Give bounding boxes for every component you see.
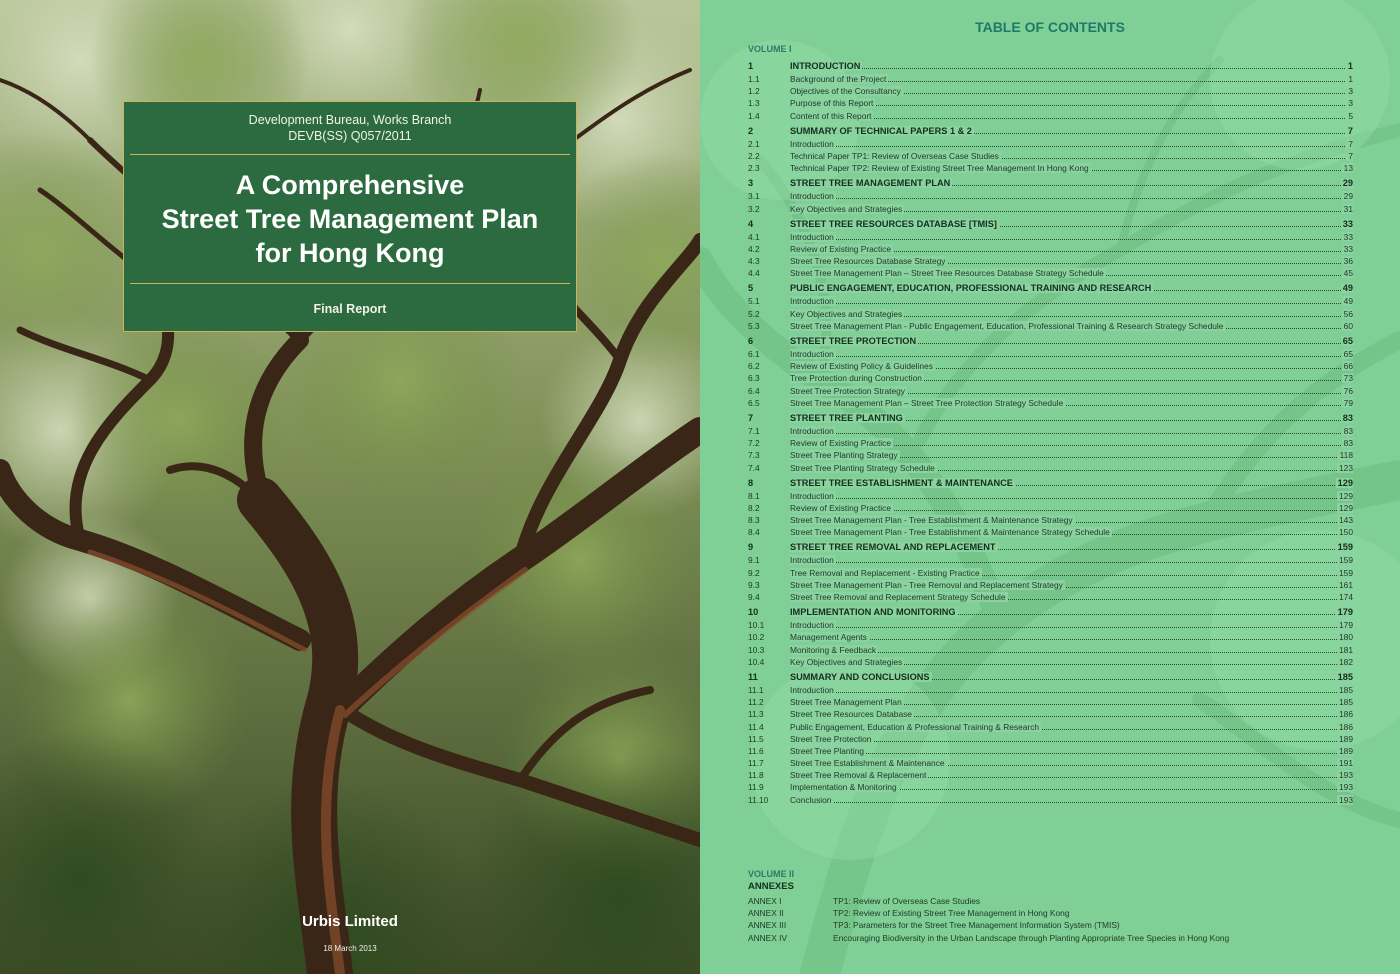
toc-entry-page: 5 <box>1348 110 1353 121</box>
leader-dots <box>790 303 1353 304</box>
toc-entry-page: 129 <box>1337 477 1353 488</box>
toc-entry-title: Public Engagement, Education & Professional Training & Research <box>790 721 1040 732</box>
toc-entry-number: 11.5 <box>748 733 764 744</box>
toc-entry-page: 182 <box>1339 656 1353 667</box>
toc-entry-number: 2 <box>748 125 754 136</box>
toc-section-row[interactable] <box>748 409 1353 425</box>
toc-entry-title: Review of Existing Practice <box>790 502 892 513</box>
toc-entry-row[interactable] <box>748 73 1353 85</box>
toc-entry-title: Street Tree Management Plan - Tree Removal and Replacement Strategy <box>790 579 1063 590</box>
toc-entry-title: Introduction <box>790 231 834 242</box>
toc-entry-title: Introduction <box>790 296 834 307</box>
toc-entry-page: 13 <box>1343 163 1353 174</box>
toc-section-row[interactable] <box>748 215 1353 231</box>
toc-entry-row[interactable] <box>748 490 1353 502</box>
toc-entry-title: Street Tree Management Plan - Public Engagement, Education, Professional Training & Research Strategy Schedule <box>790 320 1224 331</box>
annex-row[interactable] <box>748 895 1353 907</box>
leader-dots <box>790 562 1353 563</box>
toc-entry-page: 189 <box>1339 745 1353 756</box>
toc-entry-row[interactable] <box>748 97 1353 109</box>
toc-section-row[interactable] <box>748 668 1353 684</box>
toc-entry-row[interactable] <box>748 85 1353 97</box>
toc-entry-title: STREET TREE PLANTING <box>790 412 903 423</box>
toc-entry-number: 9.3 <box>748 579 760 590</box>
toc-entry-page: 29 <box>1342 178 1353 189</box>
toc-entry-number: 2.2 <box>748 150 760 161</box>
toc-entry-row[interactable] <box>748 437 1353 449</box>
toc-entry-number: 4.1 <box>748 231 760 242</box>
toc-entry-row[interactable] <box>748 110 1353 122</box>
annex-title: TP1: Review of Overseas Case Studies <box>833 896 981 906</box>
toc-entry-title: Street Tree Protection Strategy <box>790 385 905 396</box>
toc-entry-number: 10.3 <box>748 644 765 655</box>
toc-entry-number: 8.4 <box>748 527 760 538</box>
cover-title-line: A Comprehensive <box>235 170 465 200</box>
toc-entry-title: Tree Protection during Construction <box>790 373 922 384</box>
leader-dots <box>790 627 1353 628</box>
toc-entry-page: 60 <box>1343 320 1353 331</box>
toc-entry-row[interactable] <box>748 462 1353 474</box>
toc-entry-page: 49 <box>1342 283 1353 294</box>
toc-entry-page: 180 <box>1339 632 1353 643</box>
toc-entry-row[interactable] <box>748 360 1353 372</box>
cover-title-line: Street Tree Management Plan <box>161 204 539 234</box>
toc-entry-row[interactable] <box>748 295 1353 307</box>
toc-entry-number: 8.2 <box>748 502 760 513</box>
toc-entry-number: 11.4 <box>748 721 764 732</box>
leader-dots <box>790 146 1353 147</box>
toc-entry-row[interactable] <box>748 348 1353 360</box>
toc-entry-row[interactable] <box>748 243 1353 255</box>
toc-entry-page: 76 <box>1343 385 1353 396</box>
toc-entry-page: 73 <box>1343 373 1353 384</box>
toc-entry-page: 193 <box>1339 794 1353 805</box>
toc-entry-page: 191 <box>1339 758 1353 769</box>
toc-entry-page: 29 <box>1343 191 1353 202</box>
toc-entry-number: 5.2 <box>748 308 760 319</box>
toc-entry-number: 11.3 <box>748 709 764 720</box>
toc-entry-page: 181 <box>1339 644 1353 655</box>
toc-entry-page: 161 <box>1339 579 1353 590</box>
toc-entry-page: 33 <box>1343 231 1353 242</box>
toc-entry-number: 7.1 <box>748 425 760 436</box>
toc-entry-title: Key Objectives and Strategies <box>790 656 903 667</box>
toc-entry-row[interactable] <box>748 656 1353 668</box>
toc-entry-title: INTRODUCTION <box>790 61 861 71</box>
toc-entry-number: 11.1 <box>748 684 764 695</box>
cover-reference: DEVB(SS) Q057/2011 <box>288 129 412 143</box>
toc-entry-page: 189 <box>1339 733 1353 744</box>
toc-entry-row[interactable] <box>748 308 1353 320</box>
toc-entry-row[interactable] <box>748 769 1353 781</box>
cover-department: Development Bureau, Works Branch <box>248 113 452 127</box>
toc-entry-number: 4.3 <box>748 256 760 267</box>
toc-section-row[interactable] <box>748 603 1353 619</box>
toc-entry-page: 185 <box>1339 697 1353 708</box>
toc-entry-title: Review of Existing Practice <box>790 438 892 449</box>
toc-entry-number: 4 <box>748 218 754 229</box>
toc-entry-title: Street Tree Management Plan - Tree Establishment & Maintenance Strategy Schedule <box>790 527 1110 538</box>
toc-entry-title: Street Tree Removal and Replacement Strategy Schedule <box>790 592 1006 602</box>
annexes-heading: ANNEXES <box>748 881 794 892</box>
toc-entry-page: 174 <box>1339 592 1353 602</box>
toc-entry-row[interactable] <box>748 619 1353 631</box>
leader-dots <box>790 198 1353 199</box>
toc-section-row[interactable] <box>748 174 1353 190</box>
toc-entry-page: 83 <box>1342 412 1353 423</box>
toc-entry-number: 9.2 <box>748 567 760 578</box>
gold-rule <box>130 154 570 155</box>
toc-entry-number: 10.4 <box>748 656 765 667</box>
toc-entry-page: 159 <box>1337 542 1353 553</box>
toc-entry-row[interactable] <box>748 203 1353 215</box>
toc-entry-number: 3 <box>748 178 754 189</box>
toc-entry-number: 2.1 <box>748 138 760 149</box>
leader-dots <box>790 692 1353 693</box>
toc-entry-number: 7.2 <box>748 438 760 449</box>
toc-entry-number: 6.2 <box>748 361 760 372</box>
toc-entry-number: 8 <box>748 477 754 488</box>
toc-entry-page: 83 <box>1343 438 1353 449</box>
leader-dots <box>790 741 1353 742</box>
toc-entry-number: 4.2 <box>748 243 760 254</box>
toc-entry-row[interactable] <box>748 425 1353 437</box>
toc-heading: TABLE OF CONTENTS <box>975 19 1125 35</box>
annex-id: ANNEX IV <box>748 932 788 943</box>
toc-entry-page: 143 <box>1339 515 1353 526</box>
toc-entry-row[interactable] <box>748 721 1353 733</box>
toc-entry-page: 66 <box>1343 361 1353 372</box>
toc-entry-number: 1 <box>748 61 754 71</box>
toc-entry-title: PUBLIC ENGAGEMENT, EDUCATION, PROFESSIONAL TRAINING AND RESEARCH <box>790 283 1152 294</box>
toc-entry-title: SUMMARY AND CONCLUSIONS <box>790 671 930 682</box>
toc-section-row[interactable] <box>748 279 1353 295</box>
toc-entry-page: 129 <box>1339 502 1353 513</box>
toc-entry-page: 186 <box>1339 709 1353 720</box>
toc-entry-row[interactable] <box>748 794 1353 806</box>
annex-list <box>748 895 1353 944</box>
toc-entry-number: 6.5 <box>748 397 760 408</box>
toc-entry-page: 3 <box>1348 86 1353 97</box>
toc-entry-page: 33 <box>1342 218 1353 229</box>
toc-entry-row[interactable] <box>748 138 1353 150</box>
toc-entry-number: 5 <box>748 283 754 294</box>
toc-entry-page: 1 <box>1348 74 1353 84</box>
volume-2-label: VOLUME II <box>748 869 795 879</box>
toc-section-row[interactable] <box>748 57 1353 73</box>
annex-row[interactable] <box>748 907 1353 919</box>
annex-title: TP2: Review of Existing Street Tree Management in Hong Kong <box>833 908 1070 919</box>
toc-entry-title: STREET TREE PROTECTION <box>790 336 917 346</box>
toc-list <box>748 57 1353 806</box>
toc-entry-number: 7.3 <box>748 450 760 461</box>
toc-entry-title: STREET TREE REMOVAL AND REPLACEMENT <box>790 542 996 553</box>
toc-entry-page: 49 <box>1343 296 1353 307</box>
toc-entry-number: 4.4 <box>748 268 760 279</box>
leader-dots <box>790 802 1353 803</box>
leader-dots <box>790 68 1353 69</box>
toc-entry-title: Introduction <box>790 191 834 202</box>
toc-entry-row[interactable] <box>748 554 1353 566</box>
toc-entry-row[interactable] <box>748 757 1353 769</box>
toc-entry-page: 118 <box>1339 450 1353 461</box>
toc-entry-title: Review of Existing Policy & Guidelines <box>790 361 933 372</box>
annex-title: Encouraging Biodiversity in the Urban Landscape through Planting Appropriate Tree Species in Hong Kong <box>833 932 1230 943</box>
toc-entry-number: 5.3 <box>748 320 760 331</box>
cover-subtitle: Final Report <box>313 302 387 316</box>
annex-title: TP3: Parameters for the Street Tree Management Information System (TMIS) <box>833 920 1120 931</box>
toc-entry-title: IMPLEMENTATION AND MONITORING <box>790 607 956 618</box>
gold-rule <box>130 283 570 284</box>
toc-entry-row[interactable] <box>748 567 1353 579</box>
leader-dots <box>790 356 1353 357</box>
cover-publisher: Urbis Limited <box>302 913 398 930</box>
toc-entry-row[interactable] <box>748 579 1353 591</box>
toc-entry-page: 65 <box>1343 349 1353 359</box>
toc-entry-row[interactable] <box>748 526 1353 538</box>
toc-entry-number: 1.3 <box>748 98 760 109</box>
toc-entry-number: 6.4 <box>748 385 760 396</box>
toc-entry-page: 1 <box>1347 61 1353 71</box>
toc-entry-row[interactable] <box>748 781 1353 793</box>
toc-entry-number: 9.1 <box>748 555 760 566</box>
toc-entry-number: 6.1 <box>748 349 760 359</box>
toc-entry-title: Street Tree Planting Strategy <box>790 450 898 461</box>
toc-entry-title: Background of the Project <box>790 74 887 84</box>
toc-section-row[interactable] <box>748 538 1353 554</box>
toc-section-row[interactable] <box>748 474 1353 490</box>
toc-entry-page: 179 <box>1337 607 1353 618</box>
toc-entry-page: 129 <box>1339 490 1353 501</box>
toc-entry-page: 79 <box>1343 397 1353 408</box>
toc-entry-title: Street Tree Resources Database <box>790 709 912 720</box>
toc-entry-page: 185 <box>1339 684 1353 695</box>
toc-entry-title: Introduction <box>790 620 834 631</box>
toc-entry-title: Street Tree Management Plan – Street Tree Protection Strategy Schedule <box>790 397 1064 408</box>
toc-entry-title: Introduction <box>790 425 834 436</box>
toc-entry-page: 193 <box>1339 782 1353 793</box>
toc-entry-title: Introduction <box>790 555 834 566</box>
toc-entry-row[interactable] <box>748 385 1353 397</box>
toc-entry-title: Street Tree Management Plan <box>790 697 902 708</box>
toc-entry-row[interactable] <box>748 162 1353 174</box>
toc-section-row[interactable] <box>748 332 1353 348</box>
toc-entry-number: 11 <box>748 671 758 682</box>
toc-entry-row[interactable] <box>748 502 1353 514</box>
toc-entry-title: Purpose of this Report <box>790 98 874 109</box>
toc-entry-row[interactable] <box>748 231 1353 243</box>
toc-entry-number: 7.4 <box>748 462 760 473</box>
toc-entry-title: Street Tree Removal & Replacement <box>790 770 927 781</box>
toc-entry-title: Objectives of the Consultancy <box>790 86 901 97</box>
toc-entry-row[interactable] <box>748 696 1353 708</box>
toc-entry-number: 9 <box>748 542 754 553</box>
toc-entry-page: 33 <box>1343 243 1353 254</box>
toc-entry-page: 83 <box>1343 425 1353 436</box>
toc-entry-number: 11.8 <box>748 770 764 781</box>
toc-entry-page: 123 <box>1339 462 1353 473</box>
toc-entry-title: Management Agents <box>790 632 867 643</box>
toc-entry-page: 159 <box>1339 567 1353 578</box>
leader-dots <box>790 753 1353 754</box>
toc-entry-page: 186 <box>1339 721 1353 732</box>
toc-entry-row[interactable] <box>748 631 1353 643</box>
toc-entry-page: 45 <box>1343 268 1353 279</box>
toc-entry-title: Key Objectives and Strategies <box>790 203 903 214</box>
toc-entry-number: 5.1 <box>748 296 760 307</box>
toc-entry-title: Street Tree Management Plan – Street Tree Resources Database Strategy Schedule <box>790 268 1104 279</box>
cover-title <box>124 168 576 270</box>
annex-id: ANNEX I <box>748 896 782 906</box>
toc-entry-number: 1.2 <box>748 86 760 97</box>
toc-entry-number: 6.3 <box>748 373 760 384</box>
toc-entry-title: Street Tree Planting <box>790 745 865 756</box>
toc-entry-page: 7 <box>1348 138 1353 149</box>
toc-entry-title: Technical Paper TP1: Review of Overseas Case Studies <box>790 150 999 161</box>
toc-entry-page: 159 <box>1339 555 1353 566</box>
toc-entry-title: Implementation & Monitoring <box>790 782 897 793</box>
toc-entry-number: 3.1 <box>748 191 760 202</box>
toc-entry-row[interactable] <box>748 733 1353 745</box>
toc-entry-row[interactable] <box>748 745 1353 757</box>
toc-entry-title: Street Tree Protection <box>790 733 872 744</box>
toc-entry-number: 8.1 <box>748 490 760 501</box>
toc-entry-title: Street Tree Management Plan - Tree Establishment & Maintenance Strategy <box>790 515 1073 526</box>
annex-row[interactable] <box>748 932 1353 944</box>
toc-entry-row[interactable] <box>748 591 1353 603</box>
toc-entry-row[interactable] <box>748 190 1353 202</box>
toc-entry-title: Introduction <box>790 684 834 695</box>
toc-entry-row[interactable] <box>748 684 1353 696</box>
toc-entry-number: 6 <box>748 336 754 346</box>
toc-entry-title: Introduction <box>790 349 834 359</box>
toc-entry-page: 56 <box>1343 308 1353 319</box>
toc-entry-title: Review of Existing Practice <box>790 243 892 254</box>
volume-1-label: VOLUME I <box>748 44 792 54</box>
toc-entry-page: 3 <box>1348 98 1353 109</box>
toc-entry-number: 11.6 <box>748 745 764 756</box>
toc-entry-title: Key Objectives and Strategies <box>790 308 903 319</box>
toc-entry-number: 7 <box>748 412 754 423</box>
toc-entry-row[interactable] <box>748 267 1353 279</box>
toc-entry-title: Content of this Report <box>790 110 872 121</box>
toc-entry-title: STREET TREE ESTABLISHMENT & MAINTENANCE <box>790 477 1013 488</box>
toc-entry-number: 10 <box>748 607 759 618</box>
toc-entry-page: 179 <box>1339 620 1353 631</box>
toc-entry-title: Conclusion <box>790 794 832 805</box>
toc-entry-number: 3.2 <box>748 203 760 214</box>
annex-id: ANNEX III <box>748 920 787 931</box>
toc-entry-page: 65 <box>1342 336 1353 346</box>
toc-entry-page: 150 <box>1339 527 1353 538</box>
toc-entry-title: STREET TREE RESOURCES DATABASE [TMIS] <box>790 218 997 229</box>
toc-entry-title: Monitoring & Feedback <box>790 644 877 655</box>
toc-entry-title: SUMMARY OF TECHNICAL PAPERS 1 & 2 <box>790 125 972 136</box>
toc-entry-number: 11.10 <box>748 794 769 805</box>
toc-entry-page: 7 <box>1347 125 1353 136</box>
toc-entry-number: 10.1 <box>748 620 765 631</box>
toc-entry-row[interactable] <box>748 320 1353 332</box>
leader-dots <box>790 433 1353 434</box>
toc-section-row[interactable] <box>748 122 1353 138</box>
table-of-contents-page <box>700 0 1400 974</box>
toc-entry-row[interactable] <box>748 372 1353 384</box>
toc-entry-title: Street Tree Planting Strategy Schedule <box>790 462 935 473</box>
toc-entry-title: Street Tree Resources Database Strategy <box>790 256 946 267</box>
toc-entry-row[interactable] <box>748 514 1353 526</box>
toc-entry-title: Introduction <box>790 138 834 149</box>
toc-entry-page: 36 <box>1343 256 1353 267</box>
toc-entry-row[interactable] <box>748 708 1353 720</box>
leader-dots <box>790 118 1353 119</box>
toc-entry-page: 7 <box>1348 150 1353 161</box>
toc-entry-page: 193 <box>1339 770 1353 781</box>
toc-entry-number: 1.4 <box>748 110 760 121</box>
toc-entry-row[interactable] <box>748 255 1353 267</box>
cover-title-line: for Hong Kong <box>255 238 445 268</box>
toc-entry-number: 8.3 <box>748 515 760 526</box>
leader-dots <box>790 239 1353 240</box>
cover-date: 18 March 2013 <box>323 944 377 953</box>
toc-entry-number: 9.4 <box>748 592 760 602</box>
toc-entry-title: Street Tree Establishment & Maintenance <box>790 758 945 769</box>
annex-row[interactable] <box>748 919 1353 931</box>
toc-entry-number: 11.9 <box>748 782 764 793</box>
toc-entry-row[interactable] <box>748 644 1353 656</box>
toc-entry-number: 11.7 <box>748 758 764 769</box>
annex-id: ANNEX II <box>748 908 784 919</box>
cover-title-panel <box>123 101 577 332</box>
toc-entry-number: 2.3 <box>748 163 760 174</box>
toc-entry-number: 11.2 <box>748 697 764 708</box>
toc-entry-row[interactable] <box>748 449 1353 461</box>
toc-entry-page: 31 <box>1343 203 1353 214</box>
leader-dots <box>790 639 1353 640</box>
toc-entry-page: 185 <box>1337 671 1353 682</box>
toc-entry-title: Technical Paper TP2: Review of Existing Street Tree Management In Hong Kong <box>790 163 1089 174</box>
toc-entry-number: 10.2 <box>748 632 765 643</box>
toc-entry-title: STREET TREE MANAGEMENT PLAN <box>790 178 951 189</box>
toc-entry-row[interactable] <box>748 150 1353 162</box>
toc-entry-title: Tree Removal and Replacement - Existing Practice <box>790 567 980 578</box>
toc-entry-number: 1.1 <box>748 74 760 84</box>
toc-entry-title: Introduction <box>790 490 834 501</box>
leader-dots <box>790 498 1353 499</box>
toc-entry-row[interactable] <box>748 397 1353 409</box>
